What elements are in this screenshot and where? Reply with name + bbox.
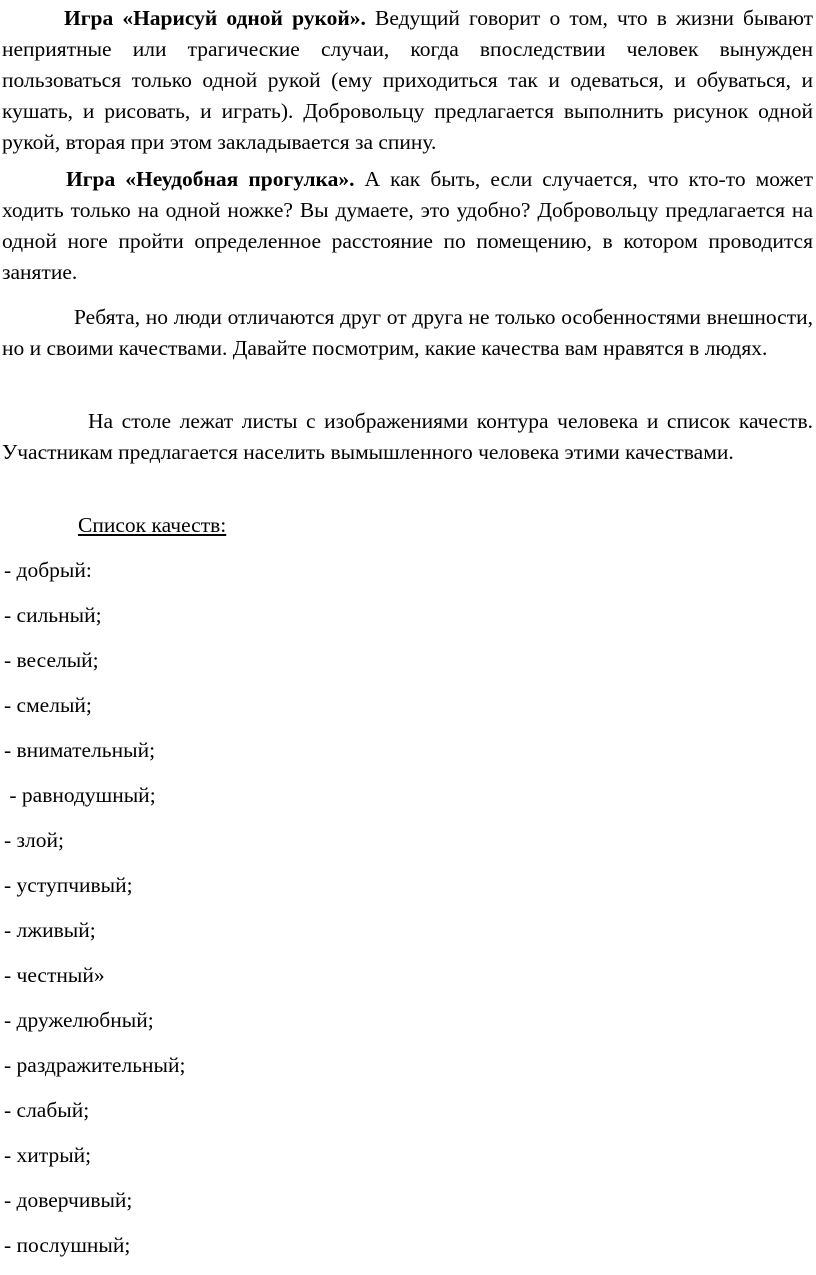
list-item: - лживый; xyxy=(4,918,96,942)
list-item: - добрый: xyxy=(4,558,92,582)
paragraph-game-awkward-walk xyxy=(2,164,813,288)
list-item: - раздражительный; xyxy=(4,1053,186,1077)
list-item: - внимательный; xyxy=(4,738,156,762)
paragraph-game-draw-one-hand xyxy=(2,3,813,158)
list-item: - веселый; xyxy=(4,648,99,672)
list-item: - смелый; xyxy=(4,693,92,717)
qualities-list-heading: Список качеств: xyxy=(78,513,227,537)
list-item: - слабый; xyxy=(4,1098,90,1122)
game-description-draw-one-hand: Ведущий говорит о том, что в жизни бывают неприятные или трагические случаи, когда впоследствии человек вынужден пользоваться только одной рукой (ему приходиться так и одеваться, и обуваться, и кушать, и рисовать, и играть). Добровольцу предлагается выполнить рисунок одной рукой, вторая при этом закладывается за спину. xyxy=(2,6,813,154)
game-description-awkward-walk: А как быть, если случается, что кто-то может ходить только на одной ножке? Вы думаете, это удобно? Добровольцу предлагается на одной ноге пройти определенное расстояние по помещению, в котором проводится занятие. xyxy=(2,167,813,284)
paragraph-people-qualities: Ребята, но люди отличаются друг от друга не только особенностями внешности, но и своими качествами. Давайте посмотрим, какие качества вам нравятся в людях. xyxy=(2,305,813,360)
list-item: - честный» xyxy=(4,963,105,987)
list-item: - послушный; xyxy=(4,1233,131,1257)
game-title-awkward-walk: Игра «Неудобная прогулка». xyxy=(66,167,355,191)
list-item: - дружелюбный; xyxy=(4,1008,154,1032)
list-item: - злой; xyxy=(4,828,64,852)
paragraph-task-instructions: На столе лежат листы с изображениями контура человека и список качеств. Участникам предлагается населить вымышленного человека этими качествами. xyxy=(2,409,813,464)
qualities-list xyxy=(4,555,185,1275)
list-item: - равнодушный; xyxy=(4,783,156,807)
list-item: - доверчивый; xyxy=(4,1188,133,1212)
game-title-draw-one-hand: Игра «Нарисуй одной рукой». xyxy=(64,6,366,30)
list-item: - уступчивый; xyxy=(4,873,133,897)
list-item: - сильный; xyxy=(4,603,102,627)
list-item: - хитрый; xyxy=(4,1143,92,1167)
